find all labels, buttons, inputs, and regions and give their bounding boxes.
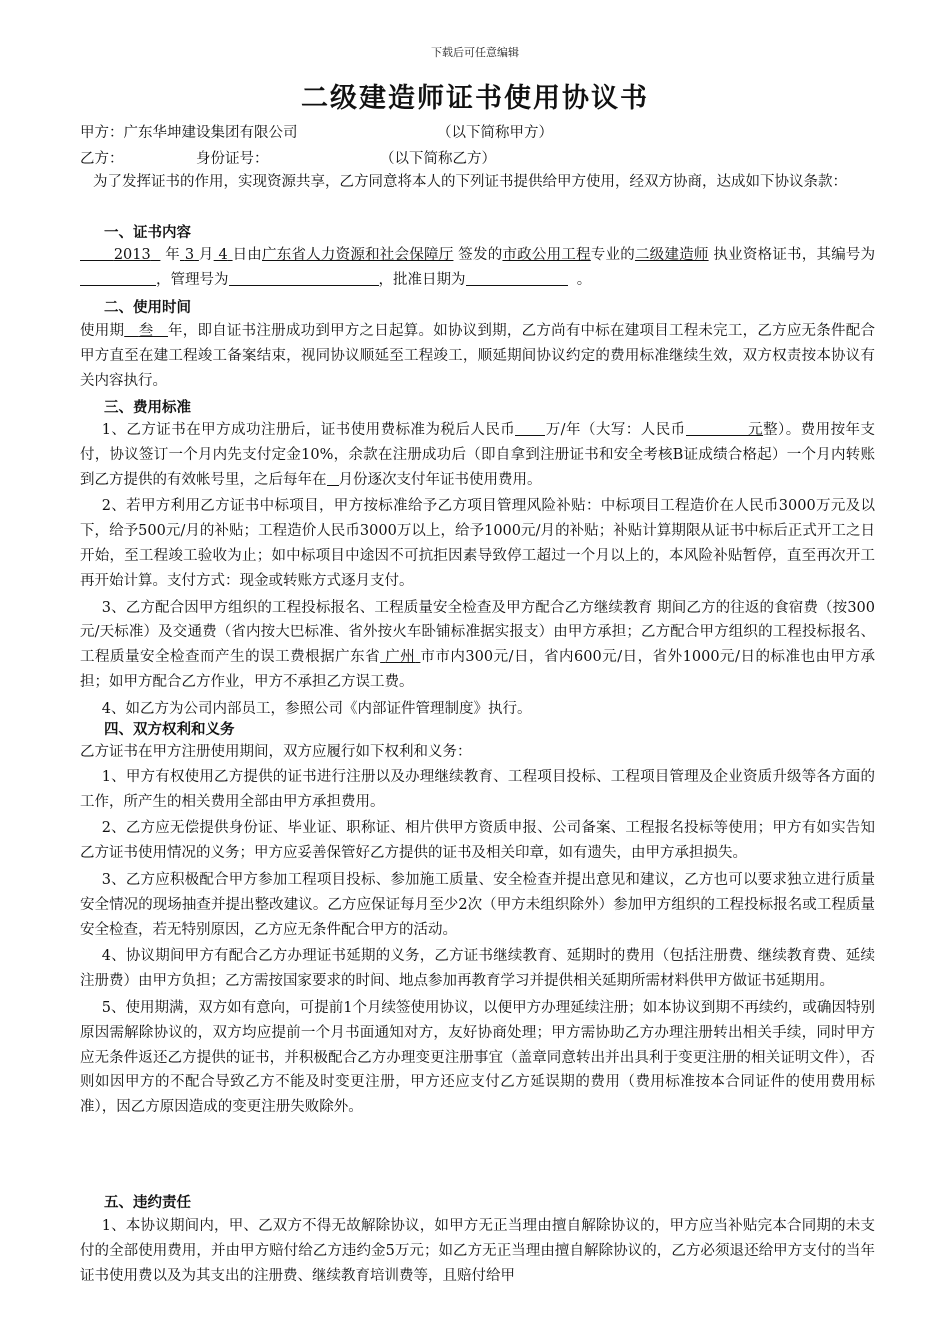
city-name: 广州 [385,649,416,666]
party-b-label: 乙方： [80,151,124,167]
intro-paragraph [80,170,875,195]
approval-date-blank [466,271,568,286]
fee-clause-4: 4、如乙方为公司内部员工，参照公司《内部证件管理制度》执行。 [101,700,532,717]
rights-clause-1: 1、甲方有权使用乙方提供的证书进行注册以及办理继续教育、工程项目投标、工程项目管理及企业资质升级等各方面的工作，所产生的相关费用全部由甲方承担费用。 [80,768,875,810]
section-1-body [80,243,875,293]
rights-clause-5: 5、使用期满，双方如有意向，可提前1个月续签使用协议，以便甲方办理延续注册；如本协议到期不再续约，或确因特别原因需解除协议的，双方均应提前一个月书面通知对方，友好协商处理；甲方需协助乙方办理注册转出相关手续，同时甲方应无条件返还乙方提供的证书，并积极配合乙方办理变更注册事宜（盖章同意转出并出具利于变更注册的相关证明文件），否则如因甲方的不配合导致乙方不能及时变更注册，甲方还应支付乙方延误期的费用（费用标准按本合同证件的使用费用标准），因乙方原因造成的变更注册失败除外。 [80,999,875,1116]
fee-amount-blank [515,421,545,436]
payment-month-blank [327,471,339,486]
cert-year: 2013 [113,247,151,263]
section-5-heading: 五、违约责任 [104,1194,191,1211]
rights-clause-3: 3、乙方应积极配合甲方参加工程项目投标、参加施工质量、安全检查并提出意见和建议，乙方也可以要求独立进行质量安全情况的现场抽查并提出整改建议。乙方应保证每月至少2次（甲方未组织除外）参加甲方组织的工程投标报名或工程质量安全检查，若无特别原因，乙方应无条件配合甲方的活动。 [80,871,875,938]
fee-clause-1: 1、乙方证书在甲方成功注册后，证书使用费标准为税后人民币 万/年（大写：人民币 元整）。费用按年支付，协议签订一个月内先支付定金10%，余款在注册成功后（即自拿到注册证书和安全考核B证成绩合格起）一个月内转账到乙方提供的有效帐号里，之后每年在 月份逐次支付年证书使用费用。 [80,422,876,488]
party-a-label: 甲方：广东华坤建设集团有限公司 [80,125,298,141]
section-2-heading: 二、使用时间 [104,299,191,316]
cert-specialty: 市政公用工程 [502,247,591,263]
section-1-heading: 一、证书内容 [104,224,191,241]
cert-issuer: 广东省人力资源和社会保障厅 [262,247,454,263]
cert-number-blank [80,271,156,286]
section-3-body [80,418,875,722]
section-2-text: 使用期 叁 年，即自证书注册成功到甲方之日起算。如协议到期，乙方尚有中标在建项目工程未完工，乙方应无条件配合甲方直至在建工程竣工备案结束，视同协议顺延至工程竣工，顺延期间协议约定的费用标准继续生效，双方权责按本协议有关内容执行。 [80,323,875,389]
header-note: 下载后可任意编辑 [431,46,519,59]
cert-day: 4 [218,247,228,263]
party-b-note: （以下简称乙方） [380,151,496,167]
section-3-heading: 三、费用标准 [104,399,191,416]
usage-period: 叁 [138,323,154,339]
rights-clause-4: 4、协议期间甲方有配合乙方办理证书延期的义务，乙方证书继续教育、延期时的费用（包括注册费、继续教育费、延续注册费）由甲方负担；乙方需按国家要求的时间、地点参加再教育学习并提供相关延期所需材料供甲方做证书延期用。 [80,948,875,990]
section-5-body [80,1214,875,1288]
section-1-text: 2013 年 3 月 4 日由广东省人力资源和社会保障厅 签发的市政公用工程专业的二级建造师 执业资格证书，其编号为，管理号为 ，批准日期为 。 [80,243,875,293]
rights-clause-2: 2、乙方应无偿提供身份证、毕业证、职称证、相片供甲方资质申报、公司备案、工程报名投标等使用；甲方有如实告知乙方证书使用情况的义务；甲方应妥善保管好乙方提供的证书及相关印章，如有遗失，由甲方承担损失。 [80,820,875,862]
cert-month: 3 [184,247,195,263]
fee-clause-3: 3、乙方配合因甲方组织的工程投标报名、工程质量安全检查及甲方配合乙方继续教育 期间乙方的往返的食宿费（按300元/天标准）及交通费（省内按大巴标准、省外按火车卧铺标准据实报支）由甲方承担；乙方配合甲方组织的工程投标报名、工程质量安全检查而产生的误工费根据广东省 广州 市市内300元/日，省内600元/日，省外1000元/日的标准也由甲方承担；如甲方配合乙方作业，甲方不承担乙方误工费。 [80,599,876,690]
section-4-body [80,740,875,1120]
page-title: 二级建造师证书使用协议书 [301,83,649,114]
breach-clause-1: 1、本协议期间内，甲、乙双方不得无故解除协议，如甲方无正当理由擅自解除协议的，甲方应当补贴完本合同期的未支付的全部使用费用，并由甲方赔付给乙方违约金5万元；如乙方无正当理由擅自解除协议的，乙方必须退还给甲方支付的当年证书使用费以及为其支出的注册费、继续教育培训费等，且赔付给甲 [80,1218,875,1284]
party-b-id-label: 身份证号： [196,151,269,167]
fee-clause-2: 2、若甲方利用乙方证书中标项目，甲方按标准给予乙方项目管理风险补贴：中标项目工程造价在人民币3000万元及以下，给予500元/月的补贴；工程造价人民币3000万以上，给予1000元/月的补贴；补贴计算期限从证书中标后正式开工之日开始，至工程竣工验收为止；如中标项目中途因不可抗拒因素导致停工超过一个月以上的，本风险补贴暂停，直至再次开工再开始计算。支付方式：现金或转账方式逐月支付。 [80,498,875,589]
party-a-note: （以下简称甲方） [437,125,553,141]
mgmt-number-blank [229,271,379,286]
rights-intro: 乙方证书在甲方注册使用期间，双方应履行如下权利和义务： [80,744,472,760]
intro-text: 为了发挥证书的作用，实现资源共享，乙方同意将本人的下列证书提供给甲方使用，经双方协商，达成如下协议条款： [93,174,848,190]
cert-type: 二级建造师 [634,247,709,263]
section-2-body [80,319,875,393]
fee-capital-blank [686,421,748,436]
section-4-heading: 四、双方权利和义务 [104,721,235,738]
